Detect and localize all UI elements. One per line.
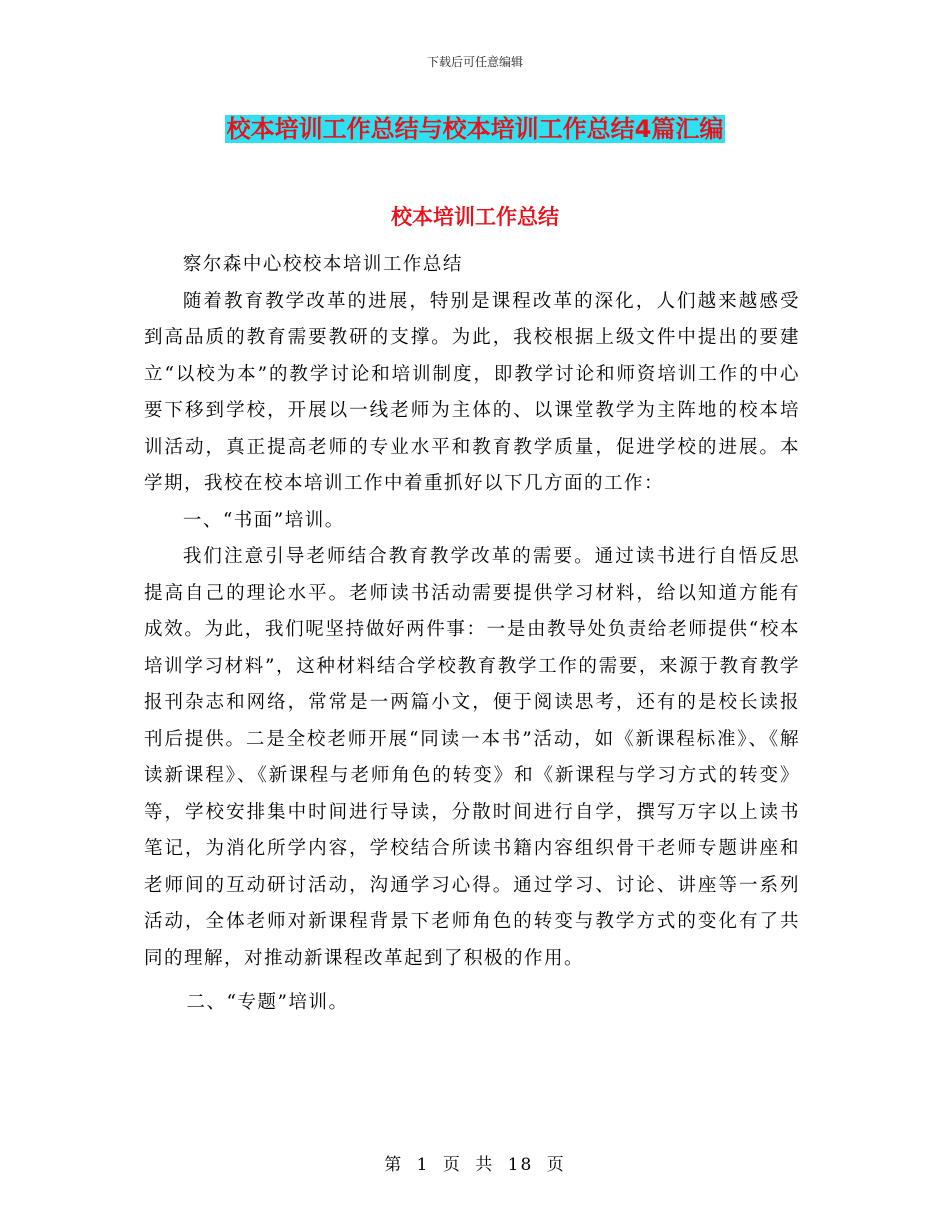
subheading-topic-training: 二、“专题”培训。 [186,992,349,1013]
header-note: 下载后可任意编辑 [426,55,523,69]
document-body [144,247,800,1022]
page-number-footer: 第 1 页 共 18 页 [384,1155,566,1175]
document-title-text: 校本培训工作总结与校本培训工作总结4篇汇编 [226,115,724,143]
paragraph-intro: 随着教育教学改革的进展，特别是课程改革的深化，人们越来越感受到高品质的教育需要教研的支撑。为此，我校根据上级文件中提出的要建立“以校为本”的教学讨论和培训制度，即教学讨论和师资培训工作的中心要下移到学校，开展以一线老师为主体的、以课堂教学为主阵地的校本培训活动，真正提高老师的专业水平和教育教学质量，促进学校的进展。本学期，我校在校本培训工作中着重抓好以下几方面的工作： [144,290,800,494]
paragraph-written-training: 我们注意引导老师结合教育教学改革的需要。通过读书进行自悟反思提高自己的理论水平。老师读书活动需要提供学习材料，给以知道方能有成效。为此，我们呢坚持做好两件事：一是由教导处负责给老师提供“校本培训学习材料”，这种材料结合学校教育教学工作的需要，来源于教育教学报刊杂志和网络，常常是一两篇小文，便于阅读思考，还有的是校长读报刊后提供。二是全校老师开展“同读一本书”活动，如《新课程标准》、《解读新课程》、《新课程与老师角色的转变》和《新课程与学习方式的转变》等，学校安排集中时间进行导读，分散时间进行自学，撰写万字以上读书笔记，为消化所学内容，学校结合所读书籍内容组织骨干老师专题讲座和老师间的互动研讨活动，沟通学习心得。通过学习、讨论、讲座等一系列活动，全体老师对新课程背景下老师角色的转变与教学方式的变化有了共同的理解，对推动新课程改革起到了积极的作用。 [144,546,800,969]
subheading-written-training: 一、“书面”培训。 [182,509,345,531]
section-title: 校本培训工作总结 [391,205,559,229]
document-title [0,112,950,146]
paragraph-subtitle: 察尔森中心校校本培训工作总结 [182,254,463,275]
